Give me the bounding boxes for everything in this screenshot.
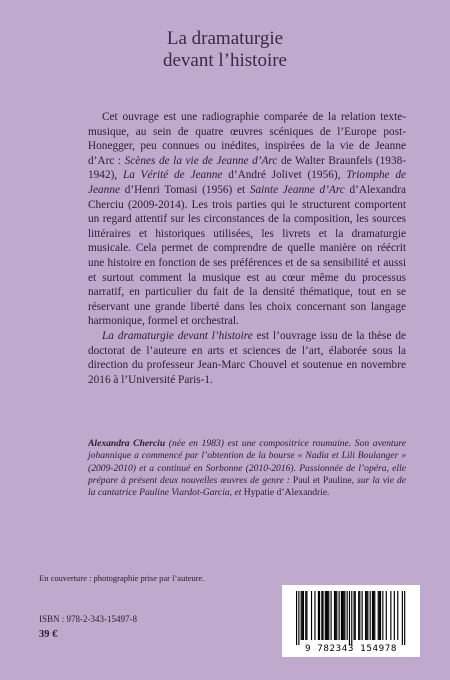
barcode-bar (303, 591, 304, 640)
barcode-bar (327, 591, 328, 640)
barcode-bar (354, 591, 355, 640)
author-bio-text: (née en 1983) est une compositrice roumaine. Son aventure johannique a commencé par l’obtention de la bourse « Nadia et Lili Boulanger » (2009-2010) et a continué en Sorbonne (2010-2016). Passionnée de l’opéra, elle prépare à présent deux nouvelles œuvres de genre : (88, 438, 406, 486)
barcode-bar (296, 591, 297, 645)
barcode-bar (386, 591, 387, 640)
barcode-bar (341, 591, 342, 640)
author-bio (88, 438, 406, 499)
barcode-bar (298, 591, 299, 645)
barcode-digits: 9 782343 154978 (305, 643, 397, 654)
barcode-bar (362, 591, 363, 640)
description-text: Cet ouvrage est une radiographie comparée de la relation texte-musique, au sein de quatre œuvres scéniques de l’Europe post-Honegger, peu connues ou inédites, inspirées de la vie de Jeanne d’Arc : (88, 111, 406, 167)
barcode-bar (322, 591, 323, 640)
barcode-bar (366, 591, 367, 640)
work-title-hypatie: Hypatie d’Alexandrie (243, 487, 328, 499)
barcode-bar (382, 591, 383, 640)
barcode-bar (335, 591, 336, 640)
barcode-bar (373, 591, 374, 640)
barcode-bar (404, 591, 405, 645)
barcode-bar (374, 591, 375, 640)
description-paragraph-1 (88, 110, 406, 329)
description-paragraph-2 (88, 329, 406, 387)
barcode-bar (365, 591, 366, 640)
barcode-bar (370, 591, 371, 640)
barcode-bar (342, 591, 343, 640)
barcode-bar (339, 591, 340, 640)
work-title-tomasi: Triomphe de Jeanne (88, 169, 406, 196)
author-name: Alexandra Cherciu (88, 438, 166, 449)
barcode-bar (326, 591, 327, 640)
barcode-bar (325, 591, 326, 640)
barcode-bar (343, 591, 344, 640)
barcode-bar (319, 591, 320, 640)
barcode-bar (311, 591, 312, 640)
cover-credit: En couverture : photographie prise par l’auteure. (39, 573, 205, 583)
barcode (282, 585, 420, 657)
price: 39 € (39, 629, 58, 640)
title-line-2: devant l’histoire (163, 50, 287, 71)
work-title-cherciu: Sainte Jeanne d’Arc (249, 183, 345, 196)
book-title-reference: La dramaturgie devant l’histoire (102, 329, 253, 342)
work-title-paul-et-pauline: Paul et Pauline, (292, 474, 355, 486)
barcode-bar (372, 591, 373, 640)
description-text: d’André Jolivet (1956), (222, 169, 347, 182)
author-bio-text: . (327, 487, 330, 499)
description-text: d’Henri Tomasi (1956) et (120, 183, 250, 196)
barcode-bar (321, 591, 322, 640)
barcode-bar (306, 591, 307, 640)
barcode-bar (328, 591, 329, 640)
barcode-bar (390, 591, 391, 640)
barcode-bar (378, 591, 379, 640)
barcode-bar (349, 591, 350, 645)
description-text: de Walter Braunfels (1938-1942), (88, 154, 407, 182)
work-title-jolivet: La Vérité de Jeanne (122, 169, 223, 182)
barcode-bar (380, 591, 381, 640)
barcode-bar (402, 591, 403, 645)
barcode-bar (336, 591, 337, 640)
barcode-bar (394, 591, 395, 640)
work-title-braunfels: Scènes de la vie de Jeanne d’Arc (124, 154, 278, 167)
barcode-bar (379, 591, 380, 640)
barcode-bar (367, 591, 368, 640)
isbn: ISBN : 978-2-343-15497-8 (39, 614, 137, 624)
description-text: est l’ouvrage issu de la thèse de doctorat de l’auteure en arts et sciences de l’art, élaborée sous la direction du professeur Jean-Marc Chouvel et soutenue en novembre 2016 à l’Université Paris-1. (88, 329, 406, 386)
barcode-bar (305, 591, 306, 640)
barcode-bar (355, 591, 356, 640)
barcode-bar (301, 591, 302, 640)
barcode-bars (282, 585, 420, 645)
barcode-bar (331, 591, 332, 640)
barcode-bar (334, 591, 335, 640)
barcode-bar (358, 591, 359, 640)
barcode-bar (344, 591, 345, 640)
book-description (88, 110, 406, 387)
title-line-1: La dramaturgie (166, 28, 284, 49)
description-text: d’Alexandra Cherciu (2009-2014). Les trois parties qui le structurent comportent un regard attentif sur les circonstances de la composition, les sources littéraires et historiques utilisées, les livrets et la dramaturgie musicale. Cela permet de comprendre de quelle manière on réécrit une histoire en fonction de ses préférences et de sa sensibilité et aussi et surtout comment la musique est au cœur même du processus narratif, en particulier du fait de la densité thématique, tout en se réservant une grande liberté dans les choix concernant son langage harmonique, formel et orchestral. (88, 183, 406, 328)
author-bio-text: sur la vie de la cantatrice Pauline Viardot-Garcia, et (88, 474, 407, 499)
book-title (0, 28, 450, 72)
barcode-bar (314, 591, 315, 640)
barcode-bar (351, 591, 352, 645)
barcode-bar (318, 591, 319, 640)
barcode-bar (359, 591, 360, 640)
barcode-bar (397, 591, 398, 640)
barcode-bar (302, 591, 303, 640)
barcode-bar (347, 591, 348, 640)
